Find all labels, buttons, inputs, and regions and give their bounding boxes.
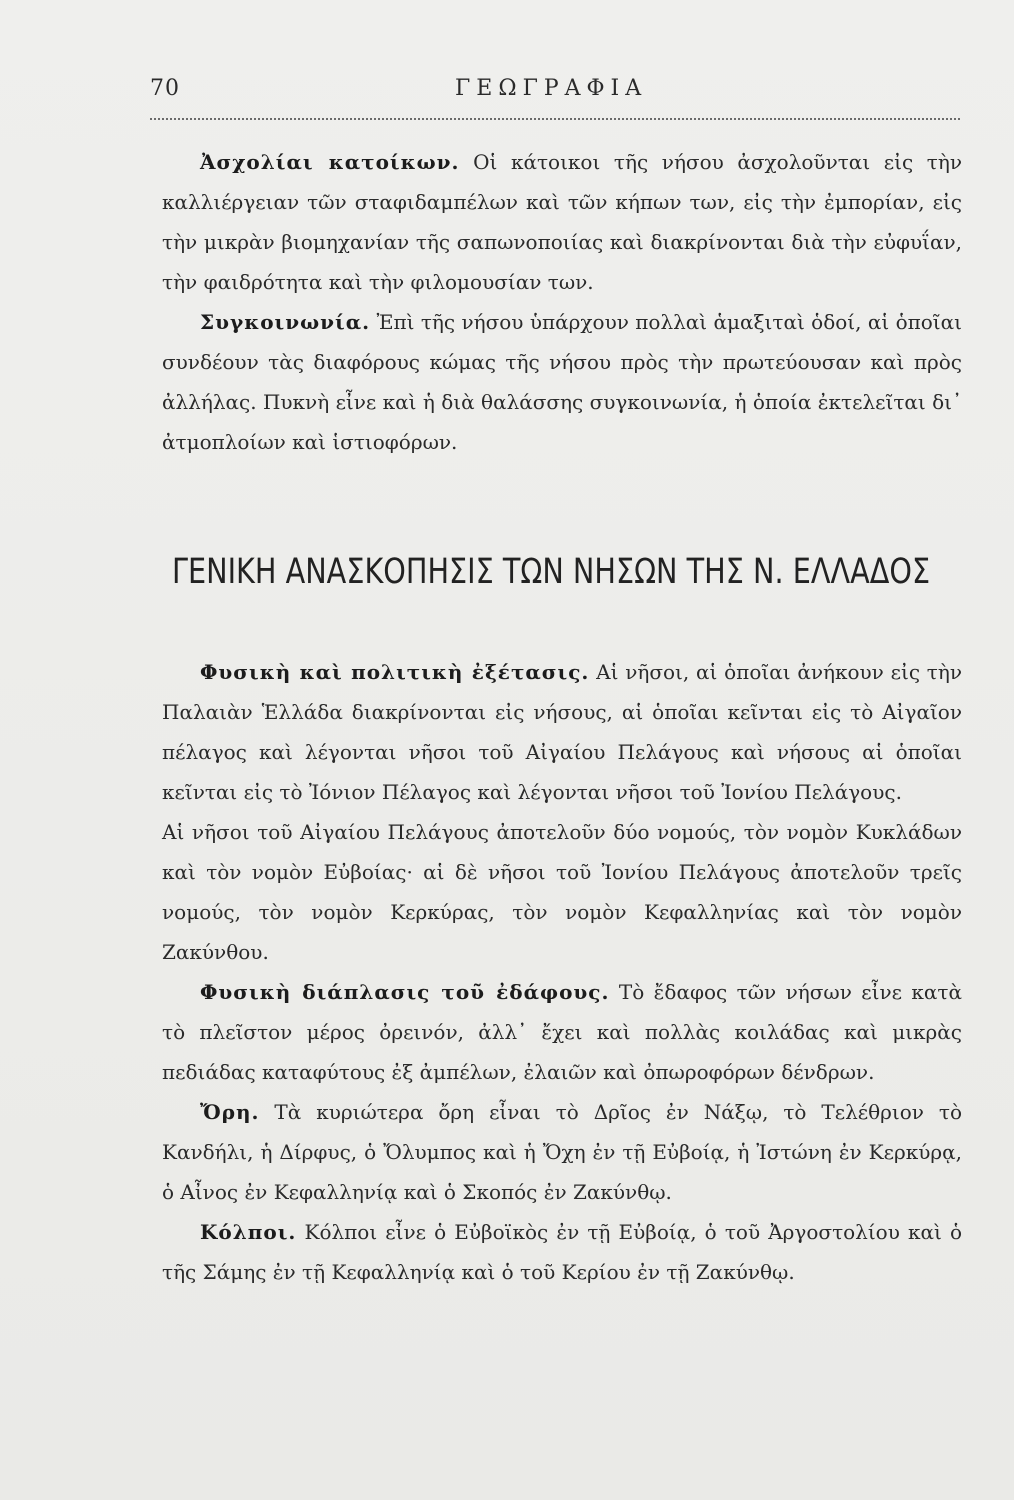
- top-text-block: [162, 142, 962, 462]
- paragraph-text: Οἱ κάτοικοι τῆς νήσου ἀσχολοῦνται εἰς τὴν καλλιέργειαν τῶν σταφιδαμπέλων καὶ τῶν κήπων των, εἰς τὴν ἐμπορίαν, εἰς τὴν μικρὰν βιομηχανίαν τῆς σαπωνοποιίας καὶ διακρίνονται διὰ τὴν εὐφυΐαν, τὴν φαιδρότητα καὶ τὴν φιλομουσίαν των.: [162, 150, 962, 294]
- paragraph-gulfs: [162, 1212, 962, 1292]
- paragraph-lead: Συγκοινωνία.: [200, 310, 371, 334]
- paragraph-prefectures: [162, 812, 962, 972]
- paragraph-text: Κόλποι εἶνε ὁ Εὐβοϊκὸς ἐν τῇ Εὐβοίᾳ, ὁ τοῦ Ἀργοστολίου καὶ ὁ τῆς Σάμης ἐν τῇ Κεφαλληνίᾳ καὶ ὁ τοῦ Κερίου ἐν τῇ Ζακύνθῳ.: [162, 1220, 963, 1284]
- paragraph-text: Αἱ νῆσοι τοῦ Αἰγαίου Πελάγους ἀποτελοῦν δύο νομούς, τὸν νομὸν Κυκλάδων καὶ τὸν νομὸν Εὐβοίας· αἱ δὲ νῆσοι τοῦ Ἰονίου Πελάγους ἀποτελοῦν τρεῖς νομούς, τὸν νομὸν Κερκύρας, τὸν νομὸν Κεφαλληνίας καὶ τὸν νομὸν Ζακύνθου.: [162, 820, 962, 964]
- section-heading: ΓΕΝΙΚΗ ΑΝΑΣΚΟΠΗΣΙΣ ΤΩΝ ΝΗΣΩΝ ΤΗΣ Ν. ΕΛΛΑΔΟΣ: [172, 552, 931, 592]
- paragraph-mountains: [162, 1092, 962, 1212]
- paragraph-lead: Ὄρη.: [200, 1100, 260, 1124]
- paragraph-lead: Ἀσχολίαι κατοίκων.: [200, 150, 460, 174]
- paragraph-lead: Κόλποι.: [200, 1220, 297, 1244]
- bottom-text-block: [162, 652, 962, 1292]
- paragraph-lead: Φυσικὴ καὶ πολιτικὴ ἐξέτασις.: [200, 660, 590, 684]
- page-header: [150, 76, 950, 116]
- page-number: 70: [150, 76, 180, 101]
- paragraph-communication: [162, 302, 962, 462]
- paragraph-lead: Φυσικὴ διάπλασις τοῦ ἐδάφους.: [200, 980, 610, 1004]
- paragraph-occupations: [162, 142, 962, 302]
- paragraph-text: Τὸ ἔδαφος τῶν νήσων εἶνε κατὰ τὸ πλεῖστον μέρος ὀρεινόν, ἀλλ᾽ ἔχει καὶ πολλὰς κοιλάδας καὶ μικρὰς πεδιάδας καταφύτους ἐξ ἀμπέλων, ἐλαιῶν καὶ ὀπωροφόρων δένδρων.: [162, 980, 962, 1084]
- running-title: ΓΕΩΓΡΑΦΙΑ: [455, 76, 648, 101]
- paragraph-relief: [162, 972, 962, 1092]
- paragraph-text: Αἱ νῆσοι, αἱ ὁποῖαι ἀνήκουν εἰς τὴν Παλαιὰν Ἑλλάδα διακρίνονται εἰς νήσους, αἱ ὁποῖαι κεῖνται εἰς τὸ Αἰγαῖον πέλαγος καὶ λέγονται νῆσοι τοῦ Αἰγαίου Πελάγους καὶ νήσους αἱ ὁποῖαι κεῖνται εἰς τὸ Ἰόνιον Πέλαγος καὶ λέγονται νῆσοι τοῦ Ἰονίου Πελάγους.: [162, 660, 962, 804]
- paragraph-physical-political: [162, 652, 962, 812]
- header-rule: [150, 112, 960, 120]
- paragraph-text: Τὰ κυριώτερα ὄρη εἶναι τὸ Δρῖος ἐν Νάξῳ, τὸ Τελέθριον τὸ Κανδήλι, ἡ Δίρφυς, ὁ Ὄλυμπος καὶ ἡ Ὄχη ἐν τῇ Εὐβοίᾳ, ἡ Ἰστώνη ἐν Κερκύρᾳ, ὁ Αἶνος ἐν Κεφαλληνίᾳ καὶ ὁ Σκοπός ἐν Ζακύνθῳ.: [162, 1100, 962, 1204]
- paragraph-text: Ἐπὶ τῆς νήσου ὑπάρχουν πολλαὶ ἁμαξιταὶ ὁδοί, αἱ ὁποῖαι συνδέουν τὰς διαφόρους κώμας τῆς νήσου πρὸς τὴν πρωτεύουσαν καὶ πρὸς ἀλλήλας. Πυκνὴ εἶνε καὶ ἡ διὰ θαλάσσης συγκοινωνία, ἡ ὁποία ἐκτελεῖται δι᾽ ἀτμοπλοίων καὶ ἱστιοφόρων.: [162, 310, 962, 454]
